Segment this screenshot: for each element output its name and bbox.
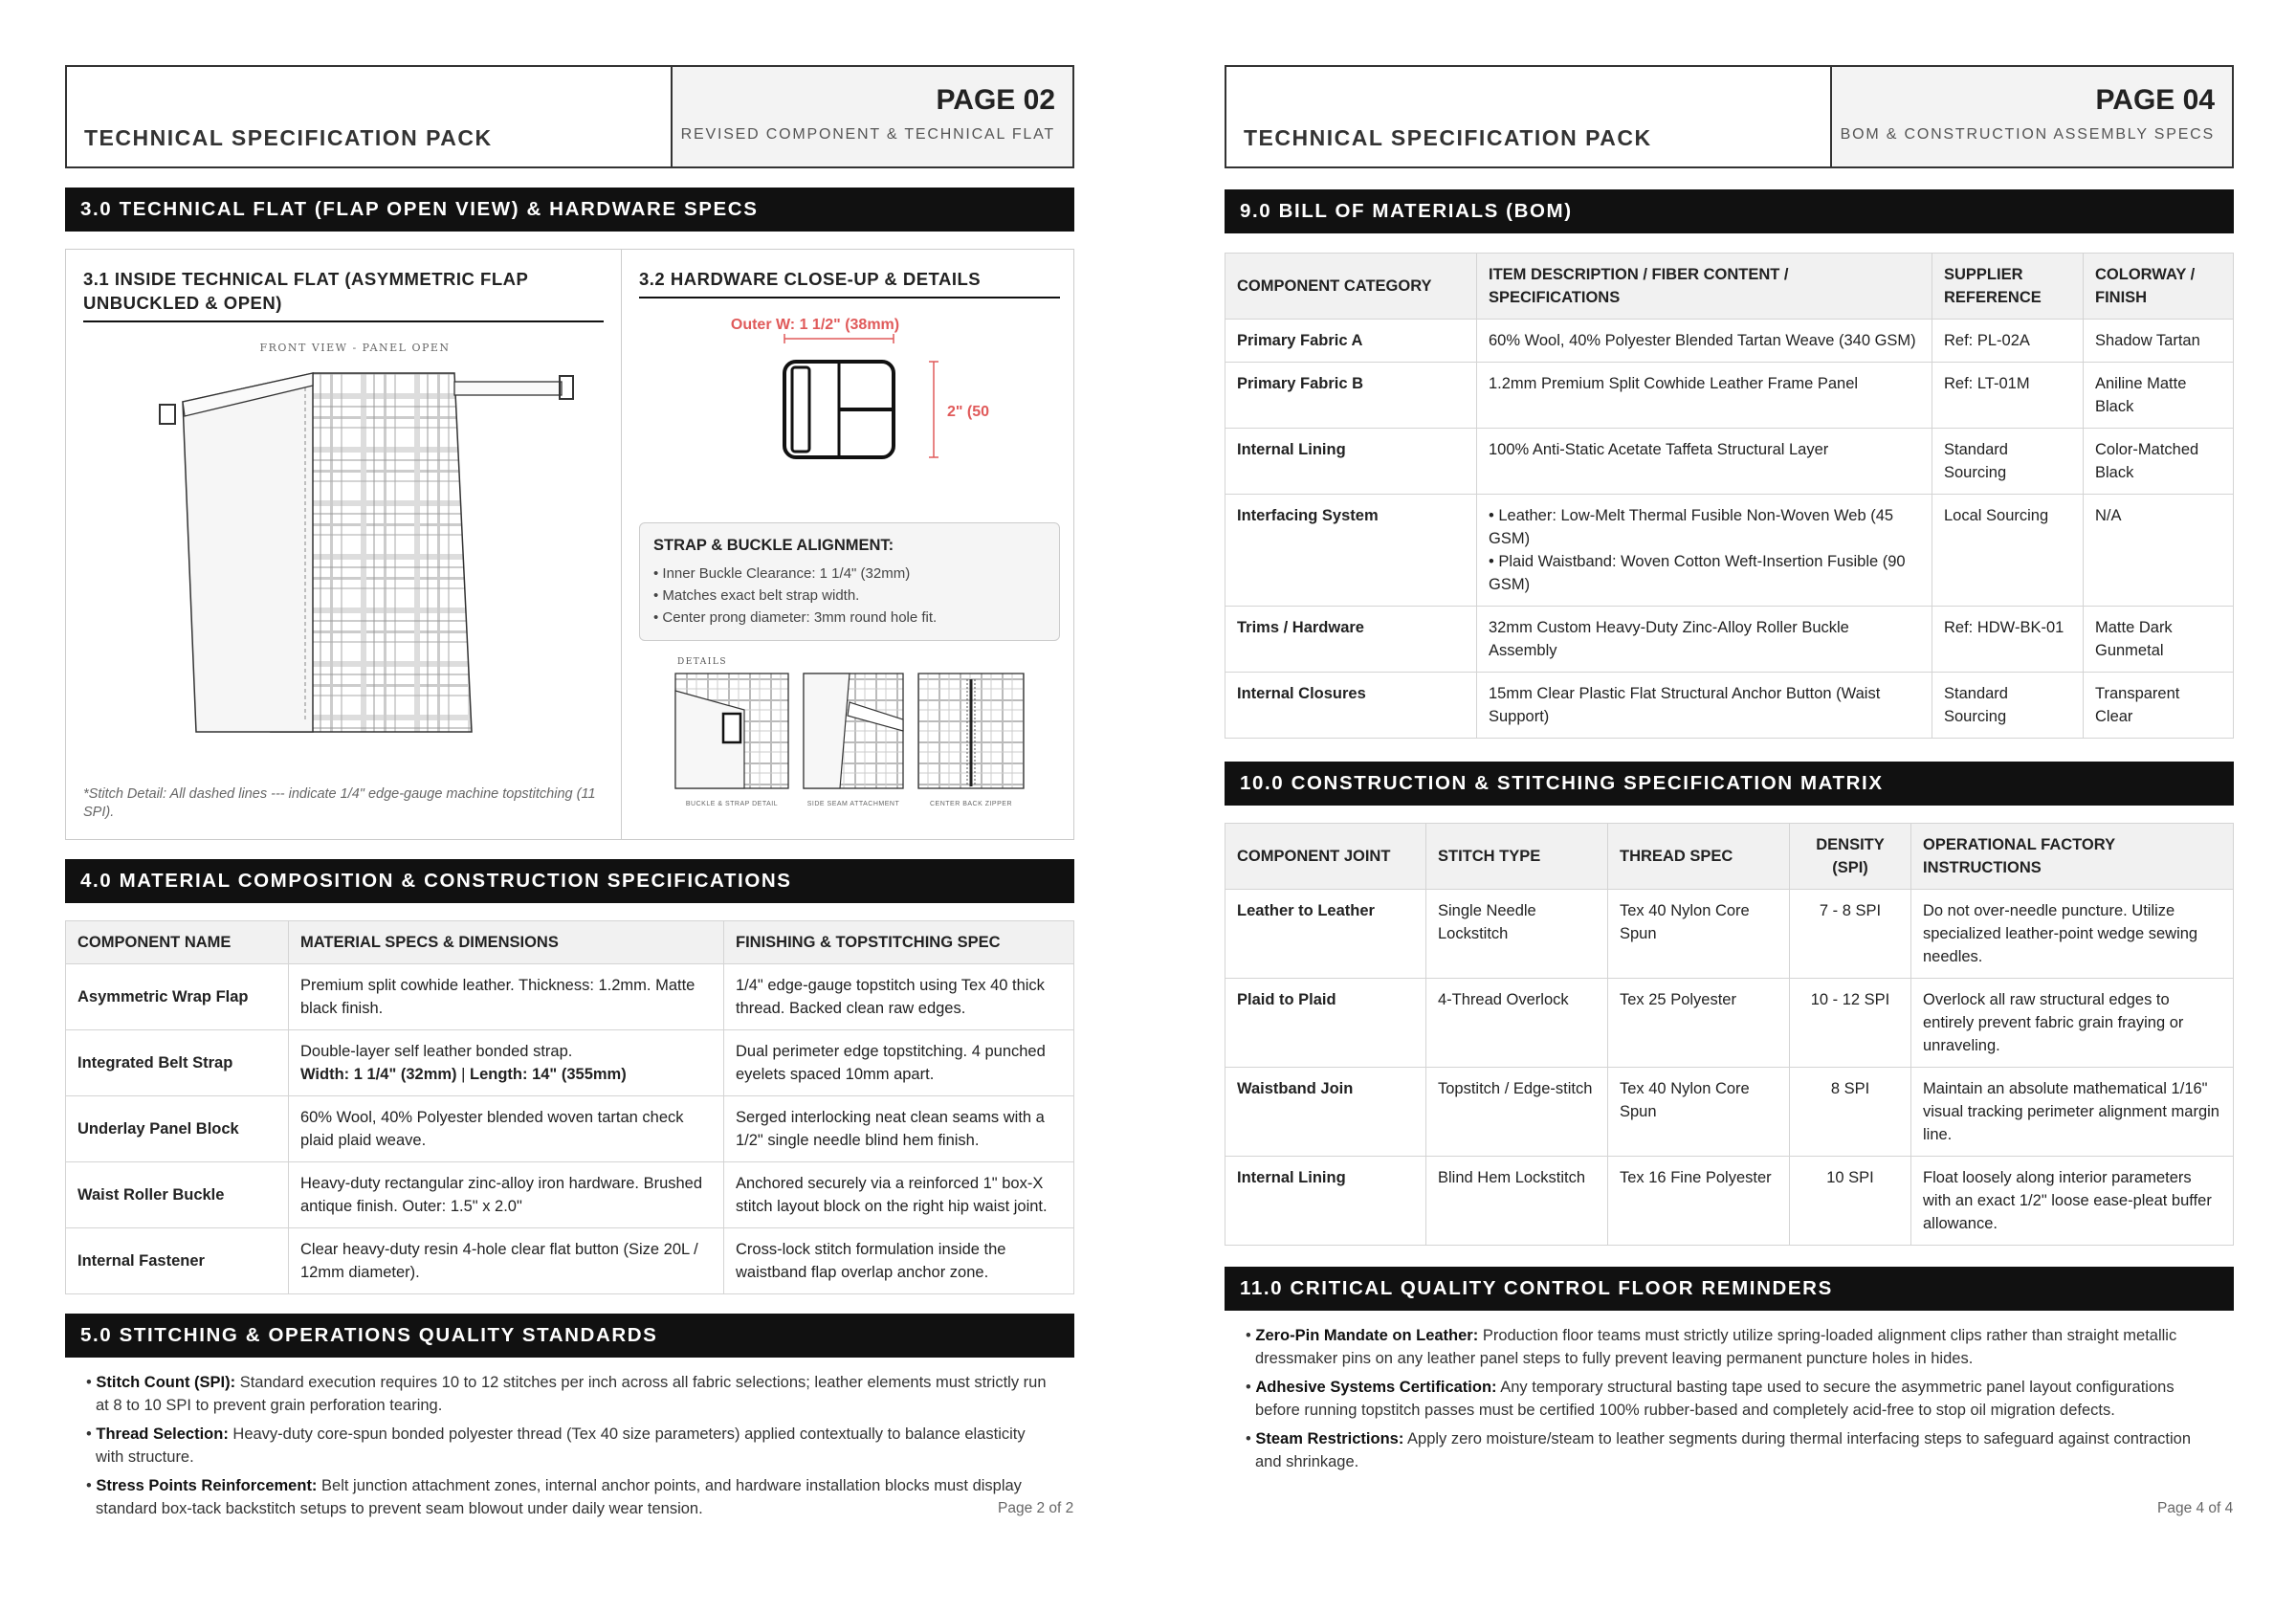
column-header: COMPONENT NAME xyxy=(66,921,289,964)
item-text: Production floor teams must strictly utilize spring-loaded alignment clips rather than straight metallic dressmaker pins on any leather panel steps to fully prevent leaving permanent puncture holes in hides. xyxy=(1255,1327,2177,1367)
item-label: Adhesive Systems Certification: xyxy=(1255,1379,1497,1396)
detail-caption: BUCKLE & STRAP DETAIL xyxy=(685,801,779,807)
table-header-row xyxy=(1225,824,2234,890)
flat-title: 3.1 INSIDE TECHNICAL FLAT (ASYMMETRIC FLAP UNBUCKLED & OPEN) xyxy=(83,267,604,322)
column-header: COLORWAY / FINISH xyxy=(2084,254,2234,320)
cell: 60% Wool, 40% Polyester Blended Tartan Weave (340 GSM) xyxy=(1477,320,1932,363)
page-number: PAGE 04 xyxy=(2095,84,2215,116)
cell-separator: | xyxy=(456,1066,471,1083)
cell: Matte Dark Gunmetal xyxy=(2084,607,2234,673)
skirt-technical-flat xyxy=(83,330,604,780)
cell: Asymmetric Wrap Flap xyxy=(66,964,289,1030)
table-header-row xyxy=(1225,254,2234,320)
table-row xyxy=(1225,429,2234,495)
list-item: • Thread Selection: Heavy-duty core-spun bonded polyester thread (Tex 40 size parameters) applied contextually to balance elasticity with structure. xyxy=(86,1425,1026,1466)
table-row xyxy=(66,1030,1074,1096)
cell: Tex 25 Polyester xyxy=(1608,979,1790,1068)
section-bar-9: 9.0 BILL OF MATERIALS (BOM) xyxy=(1225,189,2234,233)
cell: Anchored securely via a reinforced 1" box-X stitch layout block on the right hip waist joint. xyxy=(724,1162,1074,1228)
cell: 60% Wool, 40% Polyester blended woven tartan check plaid plaid weave. xyxy=(289,1096,724,1162)
cell: Ref: PL-02A xyxy=(1932,320,2084,363)
table-header-row xyxy=(66,921,1074,964)
cell: 1/4" edge-gauge topstitch using Tex 40 thick thread. Backed clean raw edges. xyxy=(724,964,1074,1030)
cell: Color-Matched Black xyxy=(2084,429,2234,495)
detail-caption: CENTER BACK ZIPPER xyxy=(929,801,1013,807)
cell: Heavy-duty rectangular zinc-alloy iron hardware. Brushed antique finish. Outer: 1.5" x 2.0" xyxy=(289,1162,724,1228)
cell: Waist Roller Buckle xyxy=(66,1162,289,1228)
buckle-height-label: 2" (50 xyxy=(947,404,990,420)
cell: Topstitch / Edge-stitch xyxy=(1426,1068,1608,1157)
detail-caption: SIDE SEAM ATTACHMENT xyxy=(806,801,900,807)
cell: Maintain an absolute mathematical 1/16" visual tracking perimeter alignment margin line. xyxy=(1911,1068,2234,1157)
section-bar-5: 5.0 STITCHING & OPERATIONS QUALITY STANDARDS xyxy=(65,1314,1074,1358)
doc-title: TECHNICAL SPECIFICATION PACK xyxy=(84,125,493,150)
column-header: FINISHING & TOPSTITCHING SPEC xyxy=(724,921,1074,964)
cell: 1.2mm Premium Split Cowhide Leather Frame Panel xyxy=(1477,363,1932,429)
cell: Tex 40 Nylon Core Spun xyxy=(1608,1068,1790,1157)
cell: Internal Lining xyxy=(1225,429,1477,495)
cell: Plaid to Plaid xyxy=(1225,979,1426,1068)
item-text: Apply zero moisture/steam to leather segments during thermal interfacing steps to safeguard against contraction and shrinkage. xyxy=(1255,1430,2192,1470)
list-item: • Stitch Count (SPI): Standard execution requires 10 to 12 stitches per inch across all fabric selections; leather elements must strictly run at 8 to 10 SPI to prevent grain perforation tearing. xyxy=(86,1374,1047,1414)
material-table xyxy=(65,920,1074,1294)
table-row xyxy=(66,1162,1074,1228)
item-label: Steam Restrictions: xyxy=(1255,1430,1404,1447)
cell-text: Width: 1 1/4" (32mm) xyxy=(300,1066,457,1083)
section-bar-4: 4.0 MATERIAL COMPOSITION & CONSTRUCTION SPECIFICATIONS xyxy=(65,859,1074,903)
cell-text: • Leather: Low-Melt Thermal Fusible Non-Woven Web (45 GSM) xyxy=(1489,507,1894,547)
cell: Dual perimeter edge topstitching. 4 punched eyelets spaced 10mm apart. xyxy=(724,1030,1074,1096)
cell: Shadow Tartan xyxy=(2084,320,2234,363)
cell: Single Needle Lockstitch xyxy=(1426,890,1608,979)
item-label: Zero-Pin Mandate on Leather: xyxy=(1255,1327,1479,1344)
item-text: Any temporary structural basting tape used to secure the asymmetric panel layout configurations before running topstitch passes must be certified 100% rubber-based and completely acid-free to stop oil migration defects. xyxy=(1255,1379,2175,1419)
buckle-diagram xyxy=(639,304,1060,509)
cell: Interfacing System xyxy=(1225,495,1477,607)
list-item: • Steam Restrictions: Apply zero moisture/steam to leather segments during thermal interfacing steps to safeguard against contraction and shrinkage. xyxy=(1246,1430,2192,1470)
cell: Tex 16 Fine Polyester xyxy=(1608,1157,1790,1246)
page-right xyxy=(1225,65,2234,1479)
table-row xyxy=(66,1096,1074,1162)
page-left xyxy=(65,65,1074,1526)
cell: Primary Fabric A xyxy=(1225,320,1477,363)
table-row xyxy=(1225,363,2234,429)
page-subtitle: BOM & CONSTRUCTION ASSEMBLY SPECS xyxy=(1840,126,2215,143)
quality-standards-list xyxy=(65,1358,1074,1520)
cell: Internal Closures xyxy=(1225,673,1477,739)
table-row xyxy=(66,964,1074,1030)
cell: Standard Sourcing xyxy=(1932,673,2084,739)
section-bar-11: 11.0 CRITICAL QUALITY CONTROL FLOOR REMINDERS xyxy=(1225,1267,2234,1311)
cell: Do not over-needle puncture. Utilize specialized leather-point wedge sewing needles. xyxy=(1911,890,2234,979)
alignment-item: • Center prong diameter: 3mm round hole fit. xyxy=(653,609,938,626)
cell-text: • Plaid Waistband: Woven Cotton Weft-Insertion Fusible (90 GSM) xyxy=(1489,553,1906,593)
column-header: MATERIAL SPECS & DIMENSIONS xyxy=(289,921,724,964)
cell: Tex 40 Nylon Core Spun xyxy=(1608,890,1790,979)
technical-flat-section xyxy=(66,250,622,839)
column-header: SUPPLIER REFERENCE xyxy=(1932,254,2084,320)
buckle-width-label: Outer W: 1 1/2" (38mm) xyxy=(730,317,900,333)
cell: 32mm Custom Heavy-Duty Zinc-Alloy Roller Buckle Assembly xyxy=(1477,607,1932,673)
cell: Transparent Clear xyxy=(2084,673,2234,739)
alignment-title: STRAP & BUCKLE ALIGNMENT: xyxy=(653,537,894,554)
cell: 8 SPI xyxy=(1790,1068,1911,1157)
cell: Ref: HDW-BK-01 xyxy=(1932,607,2084,673)
flat-hardware-panel xyxy=(65,249,1074,840)
column-header: DENSITY (SPI) xyxy=(1790,824,1911,890)
detail-thumbnails xyxy=(639,652,1060,815)
alignment-item: • Matches exact belt strap width. xyxy=(653,587,860,604)
alignment-item: • Inner Buckle Clearance: 1 1/4" (32mm) xyxy=(653,565,911,582)
page-subtitle: REVISED COMPONENT & TECHNICAL FLAT xyxy=(680,126,1055,143)
cell: Waistband Join xyxy=(1225,1068,1426,1157)
cell: Underlay Panel Block xyxy=(66,1096,289,1162)
cell: Internal Fastener xyxy=(66,1228,289,1294)
cell: 15mm Clear Plastic Flat Structural Anchor Button (Waist Support) xyxy=(1477,673,1932,739)
cell: Overlock all raw structural edges to entirely prevent fabric grain fraying or unraveling. xyxy=(1911,979,2234,1068)
table-row xyxy=(1225,1157,2234,1246)
hardware-title: 3.2 HARDWARE CLOSE-UP & DETAILS xyxy=(639,267,1060,298)
page-header xyxy=(1225,65,2234,168)
cell: 10 - 12 SPI xyxy=(1790,979,1911,1068)
cell: Internal Lining xyxy=(1225,1157,1426,1246)
cell: 4-Thread Overlock xyxy=(1426,979,1608,1068)
table-row xyxy=(1225,673,2234,739)
column-header: ITEM DESCRIPTION / FIBER CONTENT / SPECIFICATIONS xyxy=(1477,254,1932,320)
section-bar-10: 10.0 CONSTRUCTION & STITCHING SPECIFICATION MATRIX xyxy=(1225,762,2234,806)
bom-table xyxy=(1225,253,2234,739)
strap-alignment-box xyxy=(639,522,1060,641)
cell-text: Length: 14" (355mm) xyxy=(470,1066,627,1083)
table-row xyxy=(1225,320,2234,363)
table-row xyxy=(1225,607,2234,673)
cell: Blind Hem Lockstitch xyxy=(1426,1157,1608,1246)
doc-title: TECHNICAL SPECIFICATION PACK xyxy=(1244,125,1652,150)
cell: Aniline Matte Black xyxy=(2084,363,2234,429)
page-footer-left: Page 2 of 2 xyxy=(998,1500,1074,1516)
table-row xyxy=(1225,1068,2234,1157)
stitch-note: *Stitch Detail: All dashed lines --- indicate 1/4" edge-gauge machine topstitching (11 SPI). xyxy=(83,786,596,820)
item-label: Stress Points Reinforcement: xyxy=(96,1477,318,1494)
cell: 100% Anti-Static Acetate Taffeta Structural Layer xyxy=(1477,429,1932,495)
cell: Float loosely along interior parameters with an exact 1/2" loose ease-pleat buffer allowance. xyxy=(1911,1157,2234,1246)
qc-reminders-list xyxy=(1225,1311,2234,1473)
item-label: Stitch Count (SPI): xyxy=(96,1374,236,1391)
page-header xyxy=(65,65,1074,168)
table-row xyxy=(1225,495,2234,607)
section-bar-3: 3.0 TECHNICAL FLAT (FLAP OPEN VIEW) & HARDWARE SPECS xyxy=(65,188,1074,232)
cell: N/A xyxy=(2084,495,2234,607)
table-row xyxy=(1225,979,2234,1068)
hardware-section xyxy=(622,250,1077,839)
details-label: DETAILS xyxy=(677,657,727,667)
table-row xyxy=(1225,890,2234,979)
cell-text: Double-layer self leather bonded strap. xyxy=(300,1043,573,1060)
cell: Leather to Leather xyxy=(1225,890,1426,979)
page-number: PAGE 02 xyxy=(936,84,1055,116)
cell: Premium split cowhide leather. Thickness: 1.2mm. Matte black finish. xyxy=(289,964,724,1030)
flat-caption: FRONT VIEW - PANEL OPEN xyxy=(259,342,451,354)
cell: Cross-lock stitch formulation inside the waistband flap overlap anchor zone. xyxy=(724,1228,1074,1294)
column-header: OPERATIONAL FACTORY INSTRUCTIONS xyxy=(1911,824,2234,890)
page-footer-right: Page 4 of 4 xyxy=(2157,1500,2234,1516)
list-item: • Adhesive Systems Certification: Any temporary structural basting tape used to secure the asymmetric panel layout configurations before running topstitch passes must be certified 100% rubber-based and completely acid-free to stop oil migration defects. xyxy=(1246,1379,2175,1419)
table-row xyxy=(66,1228,1074,1294)
stitching-matrix-table xyxy=(1225,823,2234,1246)
column-header: COMPONENT JOINT xyxy=(1225,824,1426,890)
item-label: Thread Selection: xyxy=(96,1425,229,1443)
cell: 10 SPI xyxy=(1790,1157,1911,1246)
cell xyxy=(1477,495,1932,607)
cell: Standard Sourcing xyxy=(1932,429,2084,495)
cell: Ref: LT-01M xyxy=(1932,363,2084,429)
item-text: Standard execution requires 10 to 12 stitches per inch across all fabric selections; leather elements must strictly run at 8 to 10 SPI to prevent grain perforation tearing. xyxy=(96,1374,1047,1414)
cell: Integrated Belt Strap xyxy=(66,1030,289,1096)
column-header: THREAD SPEC xyxy=(1608,824,1790,890)
cell xyxy=(289,1030,724,1096)
cell: Trims / Hardware xyxy=(1225,607,1477,673)
list-item: • Zero-Pin Mandate on Leather: Production floor teams must strictly utilize spring-loaded alignment clips rather than straight metallic dressmaker pins on any leather panel steps to fully prevent leaving permanent puncture holes in hides. xyxy=(1246,1327,2177,1367)
item-text: Belt junction attachment zones, internal anchor points, and hardware installation blocks must display standard box-tack backstitch setups to prevent seam blowout under daily wear tension. xyxy=(96,1477,1022,1517)
cell: Primary Fabric B xyxy=(1225,363,1477,429)
cell: Local Sourcing xyxy=(1932,495,2084,607)
cell: Serged interlocking neat clean seams with a 1/2" single needle blind hem finish. xyxy=(724,1096,1074,1162)
cell: 7 - 8 SPI xyxy=(1790,890,1911,979)
item-text: Heavy-duty core-spun bonded polyester thread (Tex 40 size parameters) applied contextually to balance elasticity with structure. xyxy=(96,1425,1026,1466)
column-header: STITCH TYPE xyxy=(1426,824,1608,890)
list-item: • Stress Points Reinforcement: Belt junction attachment zones, internal anchor points, and hardware installation blocks must display standard box-tack backstitch setups to prevent seam blowout under daily wear tension. xyxy=(86,1477,1022,1517)
cell: Clear heavy-duty resin 4-hole clear flat button (Size 20L / 12mm diameter). xyxy=(289,1228,724,1294)
column-header: COMPONENT CATEGORY xyxy=(1225,254,1477,320)
